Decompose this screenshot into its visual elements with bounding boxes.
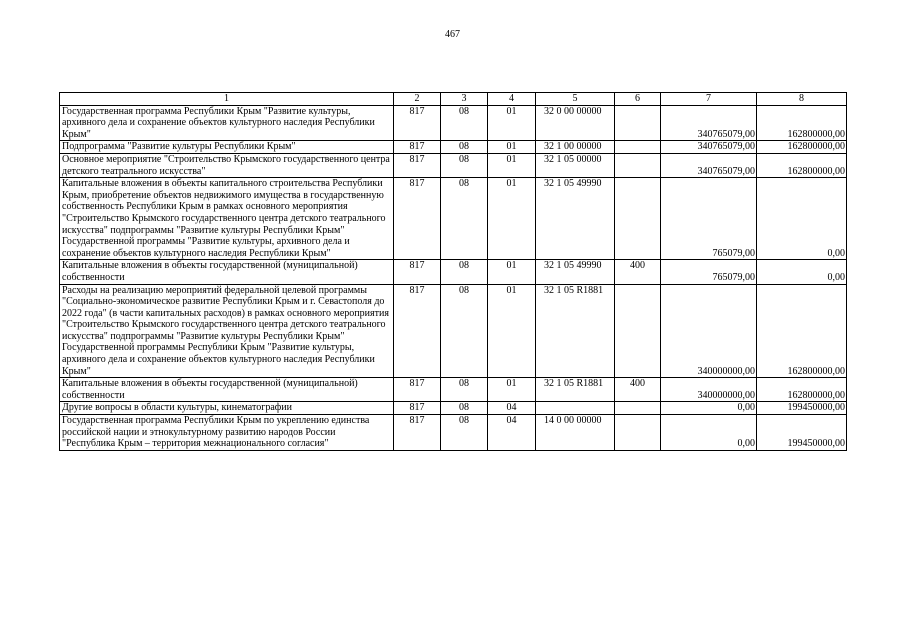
row-code: 817 bbox=[394, 141, 441, 154]
row-amount-col8: 162800000,00 bbox=[757, 378, 847, 402]
row-expense-type bbox=[615, 415, 661, 451]
row-section: 08 bbox=[441, 153, 488, 177]
row-name: Капитальные вложения в объекты капитального строительства Республики Крым, приобретение объектов недвижимого имущества в государственную собственность Республики Крым в рамках основного мероприятия "Строительство Крымского государственного центра детского театрального искусства" подпрограммы "Развитие культуры Республики Крым" Государственной программы "Развитие культуры, архивного дела и сохранение объектов культурного наследия Республики Крым" bbox=[60, 178, 394, 260]
budget-table bbox=[59, 92, 847, 451]
row-subsection: 01 bbox=[488, 141, 536, 154]
row-amount-col7: 340765079,00 bbox=[661, 105, 757, 141]
row-amount-col7: 765079,00 bbox=[661, 260, 757, 284]
row-amount-col7: 765079,00 bbox=[661, 178, 757, 260]
header-cell: 6 bbox=[615, 93, 661, 106]
row-code: 817 bbox=[394, 105, 441, 141]
row-expense-type: 400 bbox=[615, 260, 661, 284]
row-expense-type bbox=[615, 402, 661, 415]
table-row bbox=[60, 402, 847, 415]
row-amount-col8: 162800000,00 bbox=[757, 284, 847, 378]
row-target-article: 32 1 05 49990 bbox=[536, 260, 615, 284]
row-section: 08 bbox=[441, 178, 488, 260]
row-amount-col8: 162800000,00 bbox=[757, 105, 847, 141]
header-cell: 8 bbox=[757, 93, 847, 106]
row-amount-col7: 340765079,00 bbox=[661, 153, 757, 177]
row-subsection: 01 bbox=[488, 153, 536, 177]
row-code: 817 bbox=[394, 402, 441, 415]
row-target-article: 32 1 05 00000 bbox=[536, 153, 615, 177]
table-row bbox=[60, 178, 847, 260]
row-expense-type: 400 bbox=[615, 378, 661, 402]
row-subsection: 01 bbox=[488, 105, 536, 141]
row-section: 08 bbox=[441, 415, 488, 451]
row-target-article: 32 0 00 00000 bbox=[536, 105, 615, 141]
table-row bbox=[60, 284, 847, 378]
table-row bbox=[60, 153, 847, 177]
row-subsection: 04 bbox=[488, 402, 536, 415]
table-row bbox=[60, 105, 847, 141]
row-code: 817 bbox=[394, 378, 441, 402]
row-expense-type bbox=[615, 284, 661, 378]
row-name: Государственная программа Республики Крым "Развитие культуры, архивного дела и сохранение объектов культурного наследия Республики Крым" bbox=[60, 105, 394, 141]
row-section: 08 bbox=[441, 105, 488, 141]
row-name: Другие вопросы в области культуры, кинематографии bbox=[60, 402, 394, 415]
row-name: Подпрограмма "Развитие культуры Республики Крым" bbox=[60, 141, 394, 154]
row-amount-col8: 0,00 bbox=[757, 260, 847, 284]
header-cell: 4 bbox=[488, 93, 536, 106]
header-cell: 5 bbox=[536, 93, 615, 106]
header-cell: 7 bbox=[661, 93, 757, 106]
table-row bbox=[60, 260, 847, 284]
row-amount-col7: 0,00 bbox=[661, 415, 757, 451]
row-subsection: 01 bbox=[488, 284, 536, 378]
row-target-article: 14 0 00 00000 bbox=[536, 415, 615, 451]
row-code: 817 bbox=[394, 284, 441, 378]
row-expense-type bbox=[615, 105, 661, 141]
header-cell: 1 bbox=[60, 93, 394, 106]
row-expense-type bbox=[615, 153, 661, 177]
row-target-article bbox=[536, 402, 615, 415]
row-name: Расходы на реализацию мероприятий федеральной целевой программы "Социально-экономическое развитие Республики Крым и г. Севастополя до 2022 года" (в части капитальных расходов) в рамках основного мероприятия "Строительство Крымского государственного центра детского театрального искусства" подпрограммы "Развитие культуры Республики Крым" Государственной программы Республики Крым "Развитие культуры, архивного дела и сохранение объектов культурного наследия Республики Крым" bbox=[60, 284, 394, 378]
row-target-article: 32 1 00 00000 bbox=[536, 141, 615, 154]
row-code: 817 bbox=[394, 178, 441, 260]
table-row bbox=[60, 415, 847, 451]
row-amount-col8: 0,00 bbox=[757, 178, 847, 260]
row-code: 817 bbox=[394, 260, 441, 284]
header-cell: 3 bbox=[441, 93, 488, 106]
table-header-row bbox=[60, 93, 847, 106]
row-section: 08 bbox=[441, 378, 488, 402]
row-subsection: 04 bbox=[488, 415, 536, 451]
row-section: 08 bbox=[441, 141, 488, 154]
row-subsection: 01 bbox=[488, 178, 536, 260]
row-section: 08 bbox=[441, 284, 488, 378]
row-code: 817 bbox=[394, 153, 441, 177]
row-amount-col7: 340000000,00 bbox=[661, 284, 757, 378]
row-target-article: 32 1 05 R1881 bbox=[536, 378, 615, 402]
row-amount-col8: 162800000,00 bbox=[757, 141, 847, 154]
row-name: Государственная программа Республики Крым по укреплению единства российской нации и этнокультурному развитию народов России "Республика Крым – территория межнационального согласия" bbox=[60, 415, 394, 451]
row-expense-type bbox=[615, 178, 661, 260]
row-code: 817 bbox=[394, 415, 441, 451]
row-section: 08 bbox=[441, 402, 488, 415]
page-number: 467 bbox=[445, 29, 460, 40]
row-expense-type bbox=[615, 141, 661, 154]
row-target-article: 32 1 05 49990 bbox=[536, 178, 615, 260]
row-amount-col8: 199450000,00 bbox=[757, 415, 847, 451]
row-amount-col8: 199450000,00 bbox=[757, 402, 847, 415]
row-amount-col7: 340765079,00 bbox=[661, 141, 757, 154]
row-amount-col7: 340000000,00 bbox=[661, 378, 757, 402]
row-amount-col7: 0,00 bbox=[661, 402, 757, 415]
row-amount-col8: 162800000,00 bbox=[757, 153, 847, 177]
row-subsection: 01 bbox=[488, 260, 536, 284]
row-name: Основное мероприятие "Строительство Крымского государственного центра детского театрального искусства" bbox=[60, 153, 394, 177]
row-target-article: 32 1 05 R1881 bbox=[536, 284, 615, 378]
row-subsection: 01 bbox=[488, 378, 536, 402]
row-name: Капитальные вложения в объекты государственной (муниципальной) собственности bbox=[60, 378, 394, 402]
row-name: Капитальные вложения в объекты государственной (муниципальной) собственности bbox=[60, 260, 394, 284]
table-row bbox=[60, 378, 847, 402]
row-section: 08 bbox=[441, 260, 488, 284]
header-cell: 2 bbox=[394, 93, 441, 106]
table-row bbox=[60, 141, 847, 154]
